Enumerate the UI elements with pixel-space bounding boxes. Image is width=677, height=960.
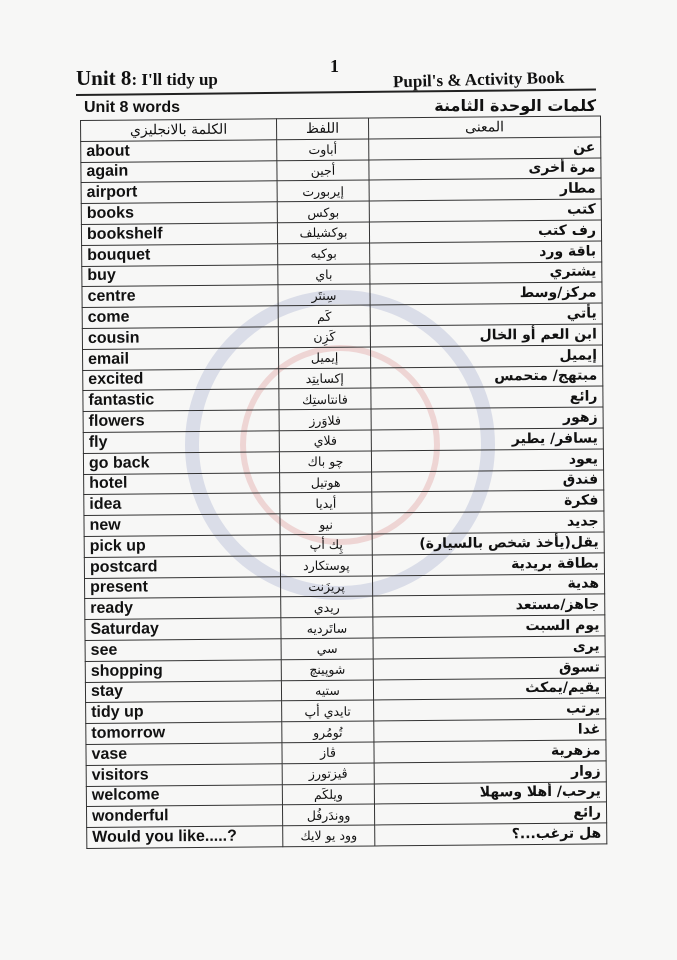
english-word-cell: Would you like.....? xyxy=(87,826,283,849)
pronunciation-cell: نيو xyxy=(280,513,372,535)
english-word-cell: flowers xyxy=(83,410,279,433)
pronunciation-cell: هوتيل xyxy=(280,472,372,494)
pronunciation-cell: أيديا xyxy=(280,492,372,514)
meaning-cell: ابن العم أو الخال xyxy=(370,324,602,347)
pronunciation-cell: پريزَنت xyxy=(280,575,372,597)
pronunciation-cell: بوكس xyxy=(277,201,369,223)
meaning-cell: كتب xyxy=(369,199,601,222)
pronunciation-cell: تايدي أپ xyxy=(282,700,374,722)
meaning-cell: عن xyxy=(369,137,601,160)
pronunciation-cell: إكسايتِد xyxy=(279,368,371,390)
meaning-cell: بطاقة بريدية xyxy=(372,553,604,576)
vocabulary-table xyxy=(80,115,607,848)
meaning-cell: مبتهج/ متحمس xyxy=(371,366,603,389)
pronunciation-cell: فلاي xyxy=(279,430,371,452)
english-word-cell: bookshelf xyxy=(81,223,277,246)
words-subtitle-english: Unit 8 words xyxy=(84,99,181,116)
meaning-cell: رف كتب xyxy=(369,220,601,243)
english-word-cell: tidy up xyxy=(86,701,282,724)
pronunciation-cell: ساتَرديه xyxy=(281,617,373,639)
english-word-cell: present xyxy=(84,576,280,599)
meaning-cell: يسافر/ يطير xyxy=(371,428,603,451)
english-word-cell: idea xyxy=(84,493,280,516)
meaning-cell: غدا xyxy=(374,719,606,742)
pronunciation-cell: سِنتَر xyxy=(278,284,370,306)
english-word-cell: new xyxy=(84,514,280,537)
english-word-cell: vase xyxy=(86,743,282,766)
pronunciation-cell: ريدي xyxy=(281,596,373,618)
english-word-cell: welcome xyxy=(86,784,282,807)
english-word-cell: centre xyxy=(82,285,278,308)
meaning-cell: يشتري xyxy=(370,262,602,285)
pronunciation-cell: شوپينچ xyxy=(281,659,373,681)
meaning-cell: مرة أخرى xyxy=(369,158,601,181)
meaning-cell: تسوق xyxy=(373,657,605,680)
english-word-cell: books xyxy=(81,202,277,225)
pronunciation-cell: بوكيه xyxy=(278,243,370,265)
english-word-cell: Saturday xyxy=(85,618,281,641)
english-word-cell: hotel xyxy=(84,472,280,495)
english-word-cell: buy xyxy=(82,264,278,287)
pronunciation-cell: فلاوَرز xyxy=(279,409,371,431)
meaning-cell: مزهرية xyxy=(374,740,606,763)
meaning-cell: زهور xyxy=(371,407,603,430)
english-word-cell: airport xyxy=(81,181,277,204)
meaning-cell: يقيم/يمكث xyxy=(373,677,605,700)
pronunciation-cell: أباوت xyxy=(277,139,369,161)
meaning-cell: رائع xyxy=(374,802,606,825)
pronunciation-cell: فانتاستِك xyxy=(279,388,371,410)
english-word-cell: fantastic xyxy=(83,389,279,412)
pronunciation-cell: بوكشيلف xyxy=(277,222,369,244)
page-number: 1 xyxy=(330,56,339,76)
pronunciation-cell: ڤاز xyxy=(282,742,374,764)
unit-label: Unit 8 xyxy=(76,66,132,90)
english-word-cell: bouquet xyxy=(82,244,278,267)
pronunciation-cell: أجين xyxy=(277,160,369,182)
pronunciation-cell: ستيه xyxy=(281,679,373,701)
meaning-cell: فندق xyxy=(372,469,604,492)
book-title: Pupil's & Activity Book xyxy=(392,67,565,92)
english-word-cell: excited xyxy=(83,368,279,391)
pronunciation-cell: پوستكارد xyxy=(280,555,372,577)
pronunciation-cell: كَم xyxy=(278,305,370,327)
pronunciation-cell: تُومُرو xyxy=(282,721,374,743)
english-word-cell: go back xyxy=(83,452,279,475)
meaning-cell: هل ترغب...؟ xyxy=(375,823,607,846)
pronunciation-cell: ڤيزتورز xyxy=(282,763,374,785)
pronunciation-cell: إيميل xyxy=(278,347,370,369)
meaning-cell: باقة ورد xyxy=(370,241,602,264)
pronunciation-cell: ووندَرفُل xyxy=(282,804,374,826)
vocabulary-rows xyxy=(81,137,607,849)
pronunciation-cell: كَزِن xyxy=(278,326,370,348)
meaning-cell: يرتب xyxy=(374,698,606,721)
unit-heading xyxy=(76,66,218,91)
english-word-cell: again xyxy=(81,160,277,183)
meaning-cell: إيميل xyxy=(370,345,602,368)
pronunciation-cell: ويلكَم xyxy=(282,783,374,805)
unit-title: : I'll tidy up xyxy=(131,70,218,89)
english-word-cell: about xyxy=(81,140,277,163)
english-word-cell: see xyxy=(85,639,281,662)
header-pronunciation: اللفظ xyxy=(276,118,368,140)
english-word-cell: tomorrow xyxy=(86,722,282,745)
pronunciation-cell: باي xyxy=(278,264,370,286)
pronunciation-cell: وود يو لايك xyxy=(283,825,375,847)
meaning-cell: يرحب/ أهلا وسهلا xyxy=(374,781,606,804)
meaning-cell: يوم السبت xyxy=(373,615,605,638)
meaning-cell: يقل(يأخذ شخص بالسيارة) xyxy=(372,532,604,555)
meaning-cell: مطار xyxy=(369,178,601,201)
pronunciation-cell: چو باك xyxy=(279,451,371,473)
english-word-cell: fly xyxy=(83,431,279,454)
english-word-cell: shopping xyxy=(85,659,281,682)
pronunciation-cell: سي xyxy=(281,638,373,660)
english-word-cell: stay xyxy=(85,680,281,703)
meaning-cell: رائع xyxy=(371,386,603,409)
meaning-cell: يرى xyxy=(373,636,605,659)
meaning-cell: يأتي xyxy=(370,303,602,326)
meaning-cell: جديد xyxy=(372,511,604,534)
header-meaning: المعنى xyxy=(368,116,600,139)
meaning-cell: يعود xyxy=(371,449,603,472)
pronunciation-cell: إيربورت xyxy=(277,180,369,202)
english-word-cell: visitors xyxy=(86,763,282,786)
pronunciation-cell: پِك أپ xyxy=(280,534,372,556)
meaning-cell: فكرة xyxy=(372,490,604,513)
words-subtitle-arabic: كلمات الوحدة الثامنة xyxy=(434,96,596,115)
meaning-cell: جاهز/مستعد xyxy=(373,594,605,617)
english-word-cell: ready xyxy=(85,597,281,620)
english-word-cell: wonderful xyxy=(86,805,282,828)
meaning-cell: مركز/وسط xyxy=(370,282,602,305)
english-word-cell: email xyxy=(83,348,279,371)
english-word-cell: pick up xyxy=(84,535,280,558)
meaning-cell: هدية xyxy=(372,573,604,596)
english-word-cell: come xyxy=(82,306,278,329)
english-word-cell: postcard xyxy=(84,556,280,579)
header-english-word: الكلمة بالانجليزي xyxy=(81,119,277,142)
english-word-cell: cousin xyxy=(82,327,278,350)
meaning-cell: زوار xyxy=(374,761,606,784)
table-row xyxy=(87,823,607,848)
